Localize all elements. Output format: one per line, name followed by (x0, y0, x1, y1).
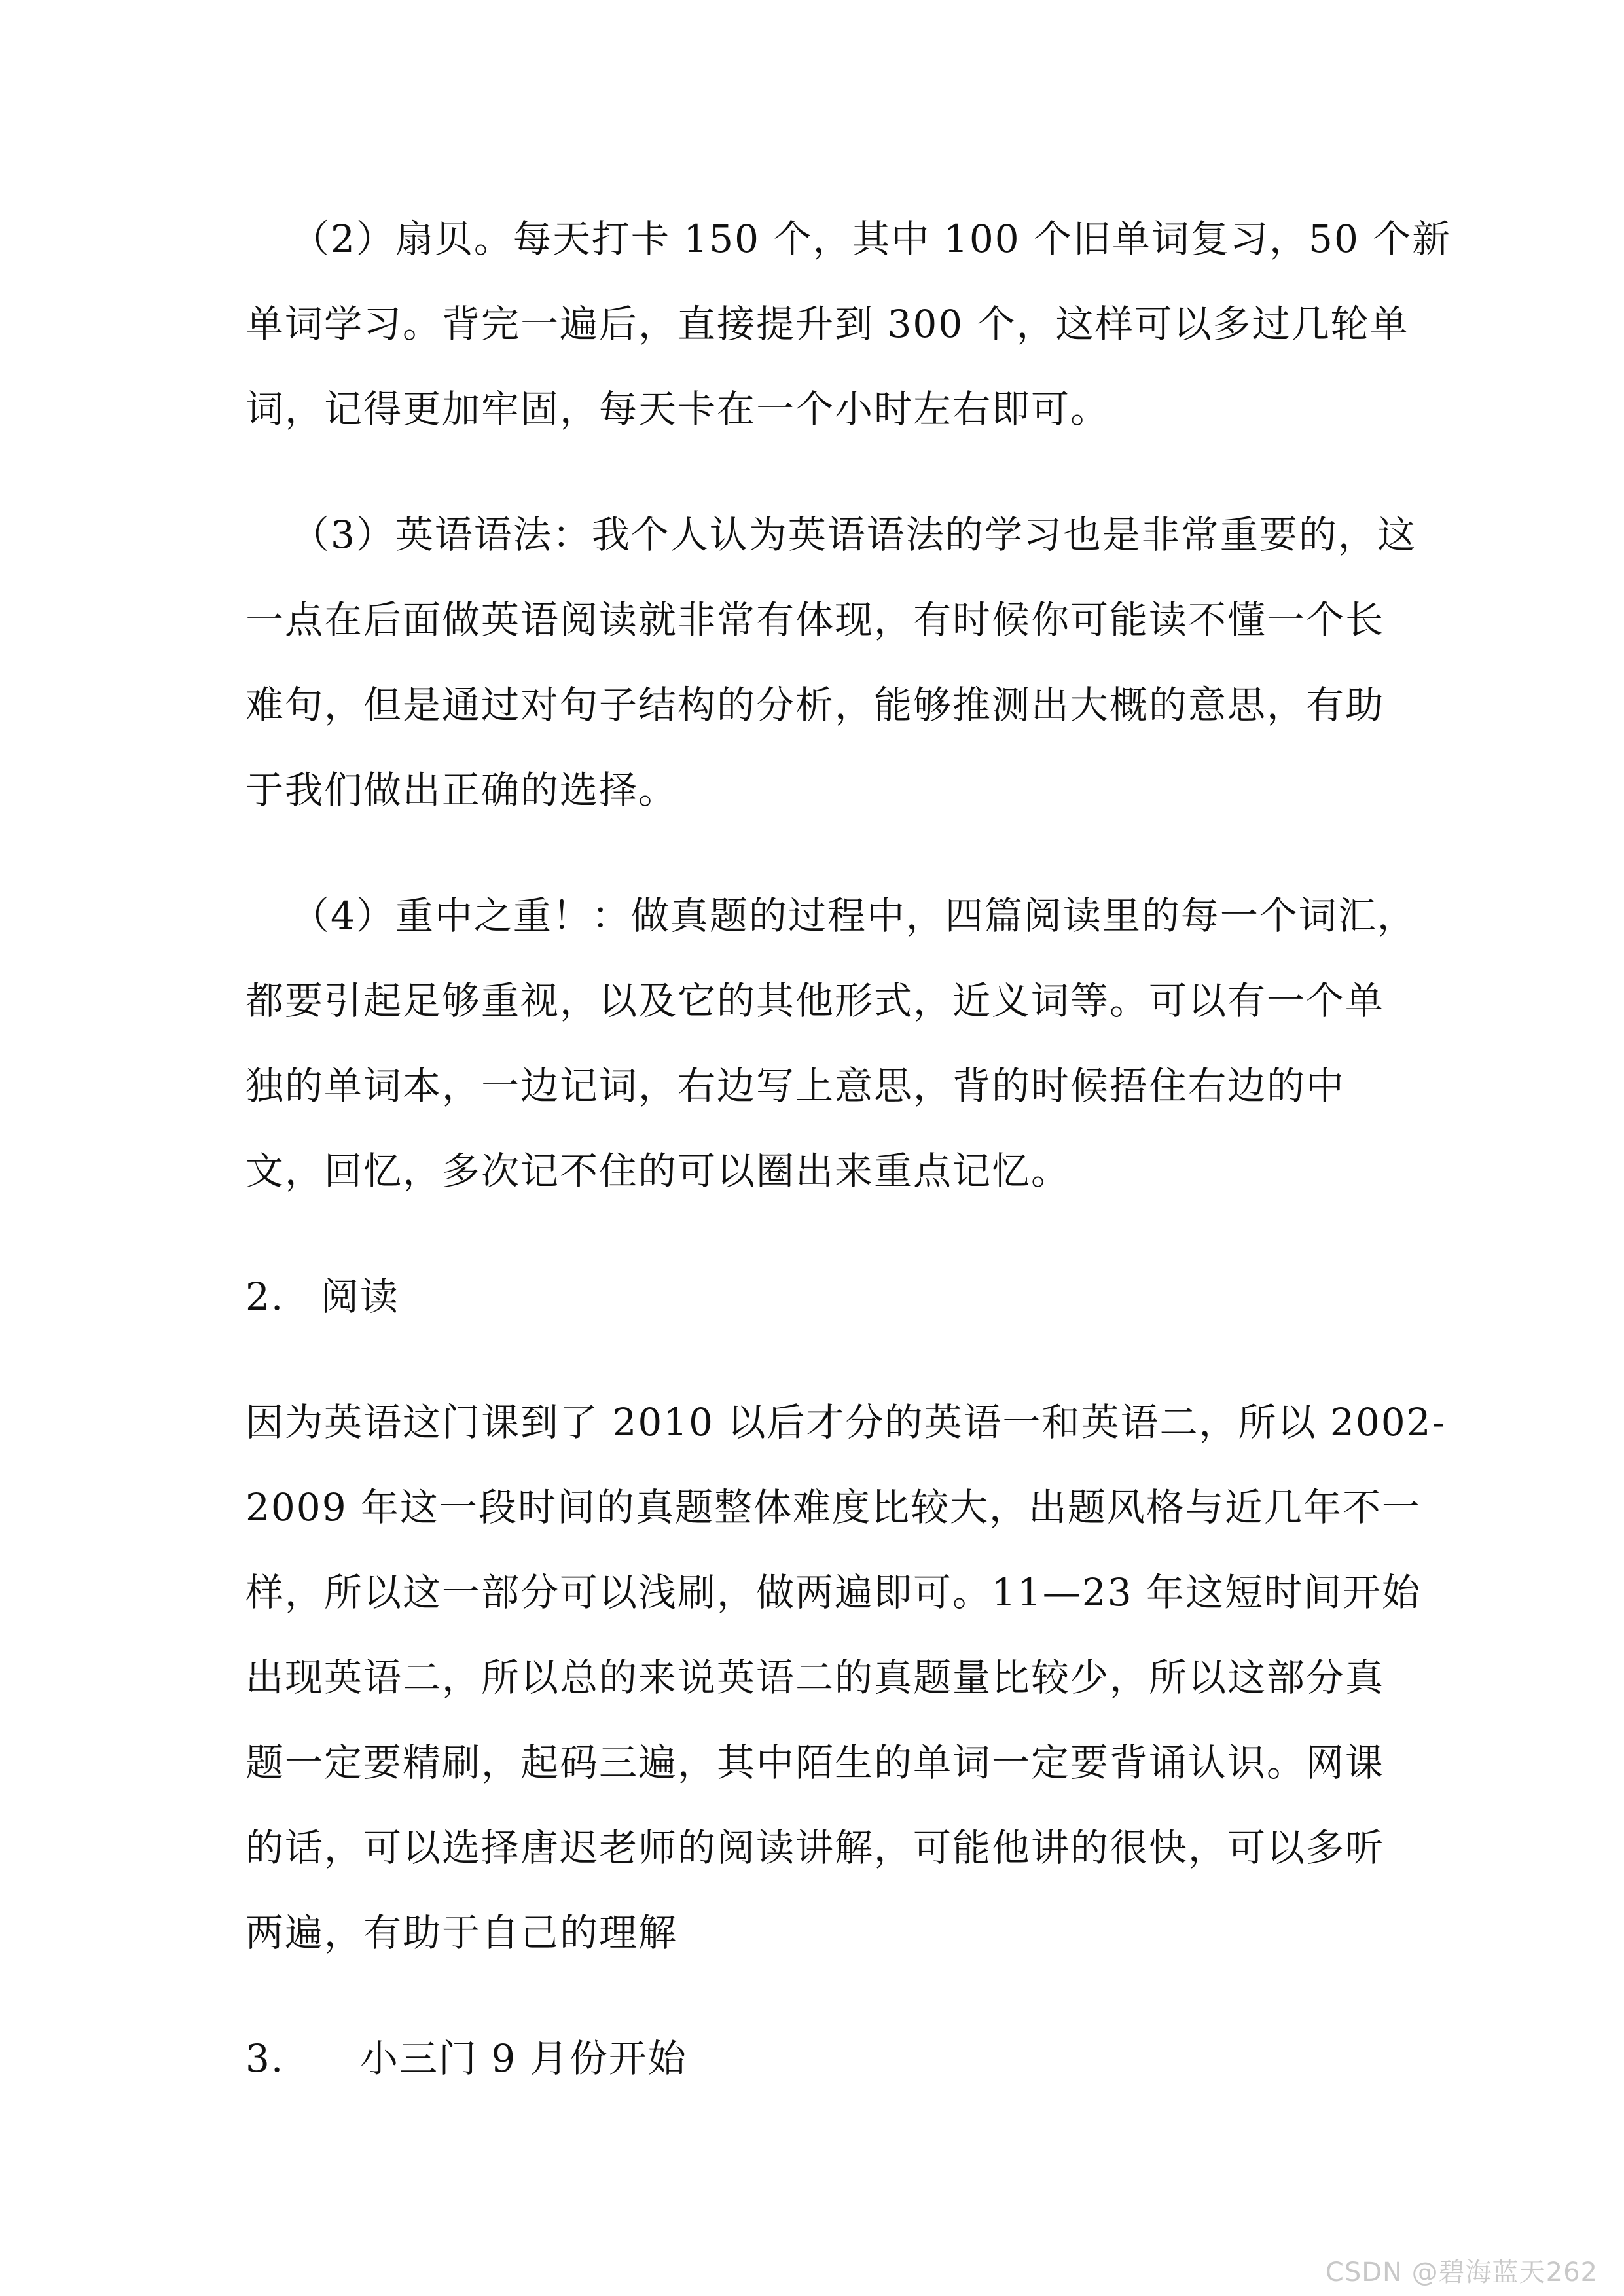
section-2-number: 2. (245, 1274, 285, 1319)
reading-line-7: 两遍，有助于自己的理解 (245, 1910, 678, 1955)
p3-line-1: （3）英语语法：我个人认为英语语法的学习也是非常重要的，这 (291, 512, 1416, 557)
csdn-watermark: CSDN @碧海蓝天262 (1325, 2257, 1598, 2287)
section-2-title: 阅读 (321, 1274, 400, 1319)
p3-line-3: 难句，但是通过对句子结构的分析，能够推测出大概的意思，有助 (245, 683, 1385, 727)
p2-line-2: 单词学习。背完一遍后，直接提升到 300 个，这样可以多过几轮单 (245, 302, 1409, 346)
p3-line-4: 于我们做出正确的选择。 (245, 768, 678, 812)
reading-line-3: 样，所以这一部分可以浅刷，做两遍即可。11—23 年这短时间开始 (245, 1570, 1422, 1615)
p2-line-3: 词，记得更加牢固，每天卡在一个小时左右即可。 (245, 387, 1110, 431)
section-3-number: 3. (245, 2036, 285, 2081)
reading-line-2: 2009 年这一段时间的真题整体难度比较大，出题风格与近几年不一 (245, 1485, 1422, 1530)
p4-line-4: 文，回忆，多次记不住的可以圈出来重点记忆。 (245, 1149, 1071, 1193)
section-3-title: 小三门 9 月份开始 (360, 2036, 687, 2081)
reading-line-5: 题一定要精刷，起码三遍，其中陌生的单词一定要背诵认识。网课 (245, 1740, 1385, 1785)
reading-line-1: 因为英语这门课到了 2010 以后才分的英语一和英语二，所以 2002- (245, 1400, 1447, 1444)
p2-line-1: （2）扇贝。每天打卡 150 个，其中 100 个旧单词复习，50 个新 (291, 217, 1452, 261)
reading-line-6: 的话，可以选择唐迟老师的阅读讲解，可能他讲的很快，可以多听 (245, 1825, 1385, 1870)
reading-line-4: 出现英语二，所以总的来说英语二的真题量比较少，所以这部分真 (245, 1655, 1385, 1700)
p4-line-2: 都要引起足够重视，以及它的其他形式，近义词等。可以有一个单 (245, 978, 1385, 1023)
p3-line-2: 一点在后面做英语阅读就非常有体现，有时候你可能读不懂一个长 (245, 598, 1385, 642)
p4-line-3: 独的单词本，一边记词，右边写上意思，背的时候捂住右边的中 (245, 1064, 1346, 1108)
p4-line-1: （4）重中之重！：做真题的过程中，四篇阅读里的每一个词汇， (291, 893, 1416, 938)
